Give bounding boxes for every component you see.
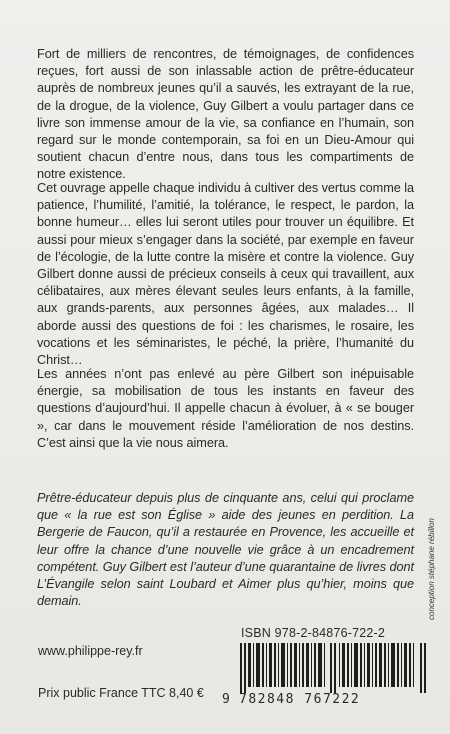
barcode-bars [240, 643, 428, 693]
blurb-paragraph-2: Cet ouvrage appelle chaque individu à cultiver des vertus comme la patience, l’humilité, l’amitié, la tolérance, le respect, le pardon, la bonne humeur… elles lui seront utiles pour trouver un équilibre. Et aussi pour mieux s’engager dans la société, par exemple en faveur de l’écologie, de la lutte contre la misère et contre la violence. Guy Gilbert donne aussi de précieux conseils à ceux qui travaillent, aux célibataires, aux mères élevant seules leurs enfants, à la famille, aux grands-parents, aux personnes âgées, aux malades… Il aborde aussi des questions de foi : les charismes, le rosaire, les vocations et les séminaristes, le péché, la prière, l’humanité du Christ… [37, 181, 414, 368]
blurb-paragraph-1: Fort de milliers de rencontres, de témoignages, de confidences reçues, fort aussi de son inlassable action de prêtre-éducateur auprès de nombreux jeunes qu’il a sauvés, les extrayant de la rue, de la drogue, de la violence, Guy Gilbert a voulu partager dans ce livre son immense amour de la vie, sa confiance en l’humain, son regard sur le monde contemporain, sa foi en un Dieu-Amour qui soutient chacun d’entre nous, dans tous les compartiments de notre existence. [37, 47, 414, 182]
blurb-paragraph-3: Les années n’ont pas enlevé au père Gilbert son inépuisable énergie, sa mobilisation de tous les instants en faveur des questions d’aujourd’hui. Il appelle chacun à évoluer, à « se bouger », car dans le mouvement réside l’amélioration de nos destins. C’est ainsi que la vie nous aimera. [37, 367, 414, 450]
author-bio: Prêtre-éducateur depuis plus de cinquante ans, celui qui proclame que « la rue est son Église » aide des jeunes en perdition. La Bergerie de Faucon, qu’il a restaurée en Provence, les accueille et leur offre la chance d’une nouvelle vie grâce à un encadrement compétent. Guy Gilbert est l’auteur d’une quarantaine de livres dont L’Évangile selon saint Loubard et Aimer plus qu’hier, moins que demain. [37, 491, 414, 609]
design-credit: conception stéphane rébillon [427, 518, 436, 620]
barcode-first-digit: 9 [222, 692, 230, 707]
publisher-website-link[interactable]: www.philippe-rey.fr [38, 644, 143, 658]
barcode-digits: 782848 767222 [239, 692, 361, 707]
price-label: Prix public France TTC 8,40 € [38, 686, 204, 700]
barcode [222, 643, 428, 707]
isbn-label: ISBN 978-2-84876-722-2 [241, 626, 386, 640]
